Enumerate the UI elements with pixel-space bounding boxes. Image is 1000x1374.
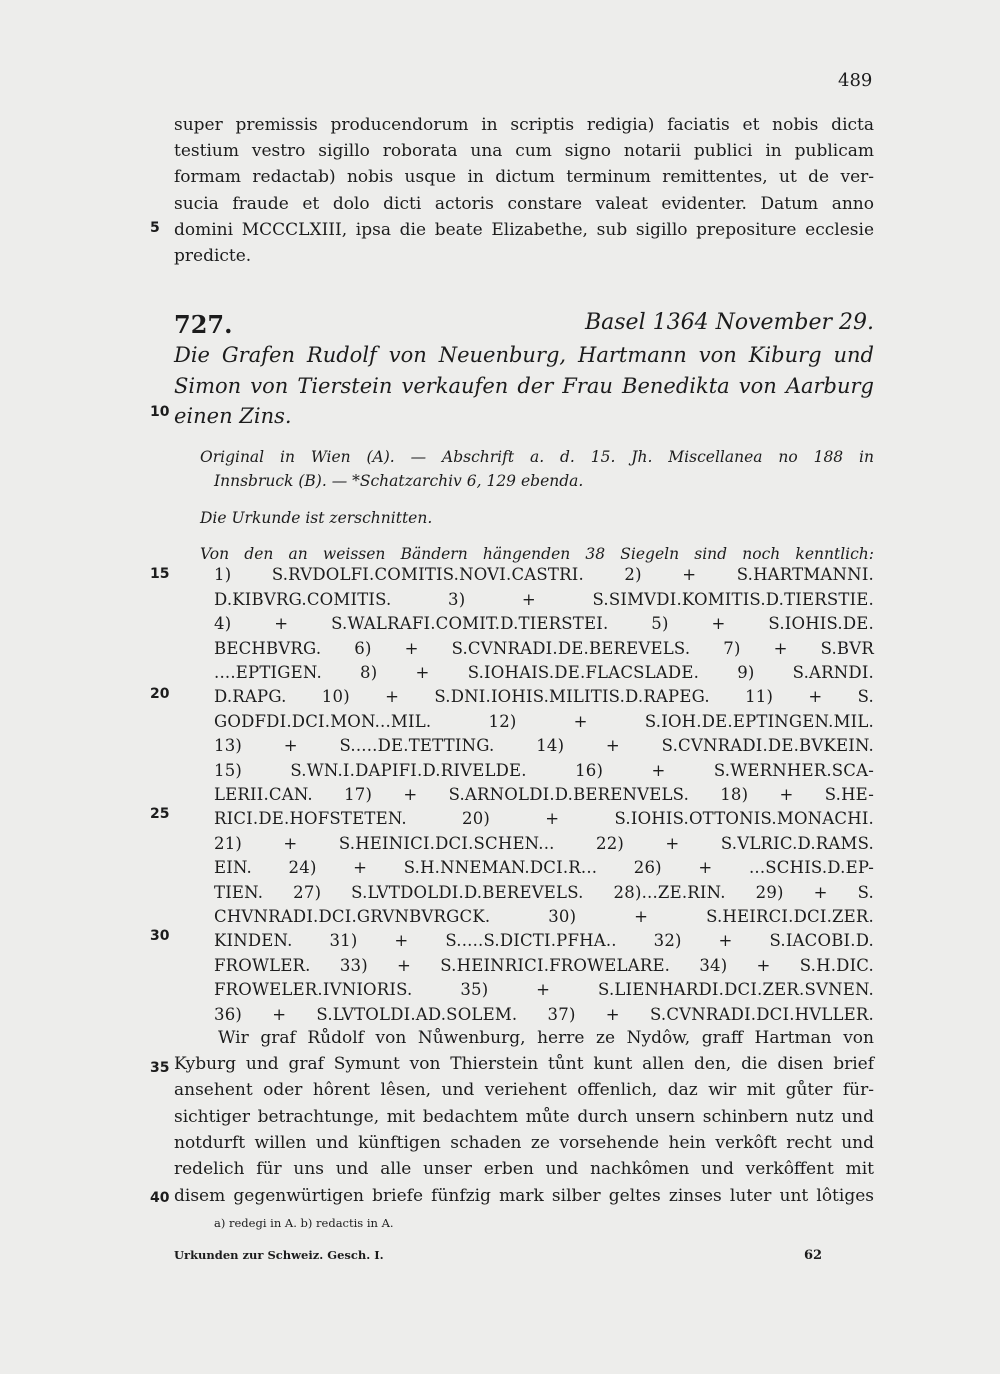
note-line: Innsbruck (B). — *Schatzarchiv 6, 129 ebenda. (214, 472, 584, 490)
text-line: testium vestro sigillo roborata una cum signo notarii publici in publicam (174, 141, 874, 161)
text-line: sucia fraude et dolo dicti actoris constare valeat evidenter. Datum anno (174, 194, 874, 214)
note-line: Original in Wien (A). — Abschrift a. d. 15. Jh. Miscellanea no 188 in (200, 448, 874, 466)
text-line: Wir graf Růdolf von Nůwenburg, herre ze Nydôw, graff Hartman von (218, 1028, 874, 1048)
charter-text (174, 1025, 874, 1215)
text-line: disem gegenwürtigen briefe fünfzig mark silber geltes zinses luter unt lôtiges (174, 1186, 874, 1206)
seal-line: 36) + S.LVTOLDI.AD.SOLEM. 37) + S.CVNRADI.DCI.HVLLER. (214, 1005, 874, 1024)
seal-line: BECHBVRG. 6) + S.CVNRADI.DE.BEREVELS. 7) + S.BVR (214, 639, 874, 658)
footer-series-title: Urkunden zur Schweiz. Gesch. I. (174, 1248, 384, 1262)
document-place-date: Basel 1364 November 29. (584, 310, 874, 335)
seal-line: GODFDI.DCI.MON...MIL. 12) + S.IOH.DE.EPTINGEN.MIL. (214, 712, 874, 731)
source-notes (200, 444, 874, 564)
seal-line: LERII.CAN. 17) + S.ARNOLDI.D.BERENVELS. 18) + S.HE- (214, 785, 874, 804)
seal-line: D.RAPG. 10) + S.DNI.IOHIS.MILITIS.D.RAPEG. 11) + S. (214, 687, 874, 706)
text-line: sichtiger betrachtunge, mit bedachtem můte durch unsern schinbern nutz und (174, 1107, 874, 1127)
line-number: 10 (150, 404, 170, 420)
line-number: 15 (150, 566, 170, 582)
text-line: ansehent oder hôrent lêsen, und veriehent offenlich, daz wir mit gůter für- (174, 1080, 874, 1100)
seal-line: FROWELER.IVNIORIS. 35) + S.LIENHARDI.DCI.ZER.SVNEN. (214, 980, 874, 999)
regest-line: Die Grafen Rudolf von Neuenburg, Hartmann von Kiburg und (174, 343, 874, 367)
regest-line: einen Zins. (174, 404, 292, 428)
text-line: domini MCCCLXIII, ipsa die beate Elizabethe, sub sigillo prepositure ecclesie (174, 220, 874, 240)
seal-line: TIEN. 27) S.LVTDOLDI.D.BEREVELS. 28)...ZE.RIN. 29) + S. (214, 883, 874, 902)
note-line: Von den an weissen Bändern hängenden 38 Siegeln sind noch kenntlich: (200, 545, 874, 563)
text-line: predicte. (174, 246, 252, 266)
seal-line: 1) S.RVDOLFI.COMITIS.NOVI.CASTRI. 2) + S.HARTMANNI. (214, 565, 874, 584)
top-paragraph (174, 112, 874, 272)
seal-line: 15) S.WN.I.DAPIFI.D.RIVELDE. 16) + S.WERNHER.SCA- (214, 761, 874, 780)
text-line: super premissis producendorum in scriptis redigia) faciatis et nobis dicta (174, 115, 874, 135)
line-number: 25 (150, 806, 170, 822)
seal-line: 21) + S.HEINICI.DCI.SCHEN... 22) + S.VLRIC.D.RAMS. (214, 834, 874, 853)
footer-sheet-number: 62 (804, 1248, 823, 1263)
seal-line: ....EPTIGEN. 8) + S.IOHAIS.DE.FLACSLADE. 9) S.ARNDI. (214, 663, 874, 682)
page-number: 489 (838, 70, 873, 91)
line-number: 30 (150, 928, 170, 944)
note-line: Die Urkunde ist zerschnitten. (200, 509, 433, 527)
regest-line: Simon von Tierstein verkaufen der Frau Benedikta von Aarburg (174, 374, 874, 398)
seal-line: 4) + S.WALRAFI.COMIT.D.TIERSTEI. 5) + S.IOHIS.DE. (214, 614, 874, 633)
regest (174, 340, 874, 432)
footnote: a) redegi in A. b) redactis in A. (214, 1216, 394, 1230)
text-line: notdurft willen und künftigen schaden ze vorsehende hein verkôft recht und (174, 1133, 874, 1153)
line-number: 35 (150, 1060, 170, 1076)
line-number: 20 (150, 686, 170, 702)
seal-line: 13) + S.....DE.TETTING. 14) + S.CVNRADI.DE.BVKEIN. (214, 736, 874, 755)
seal-line: CHVNRADI.DCI.GRVNBVRGCK. 30) + S.HEIRCI.DCI.ZER. (214, 907, 874, 926)
document-header (174, 310, 874, 344)
seal-line: KINDEN. 31) + S.....S.DICTI.PFHA.. 32) + S.IACOBI.D. (214, 931, 874, 950)
text-line: Kyburg und graf Symunt von Thierstein tůnt kunt allen den, die disen brief (174, 1054, 874, 1074)
seal-line: RICI.DE.HOFSTETEN. 20) + S.IOHIS.OTTONIS.MONACHI. (214, 809, 874, 828)
seal-line: D.KIBVRG.COMITIS. 3) + S.SIMVDI.KOMITIS.D.TIERSTIE. (214, 590, 874, 609)
line-number: 5 (150, 220, 160, 236)
line-number: 40 (150, 1190, 170, 1206)
seal-line: FROWLER. 33) + S.HEINRICI.FROWELARE. 34) + S.H.DIC. (214, 956, 874, 975)
text-line: redelich für uns und alle unser erben und nachkômen und verkôffent mit (174, 1159, 874, 1179)
seals-list (214, 562, 874, 1062)
text-line: formam redactab) nobis usque in dictum terminum remittentes, ut de ver- (174, 167, 874, 187)
seal-line: EIN. 24) + S.H.NNEMAN.DCI.R... 26) + ...SCHIS.D.EP- (214, 858, 874, 877)
document-number: 727. (174, 310, 233, 339)
